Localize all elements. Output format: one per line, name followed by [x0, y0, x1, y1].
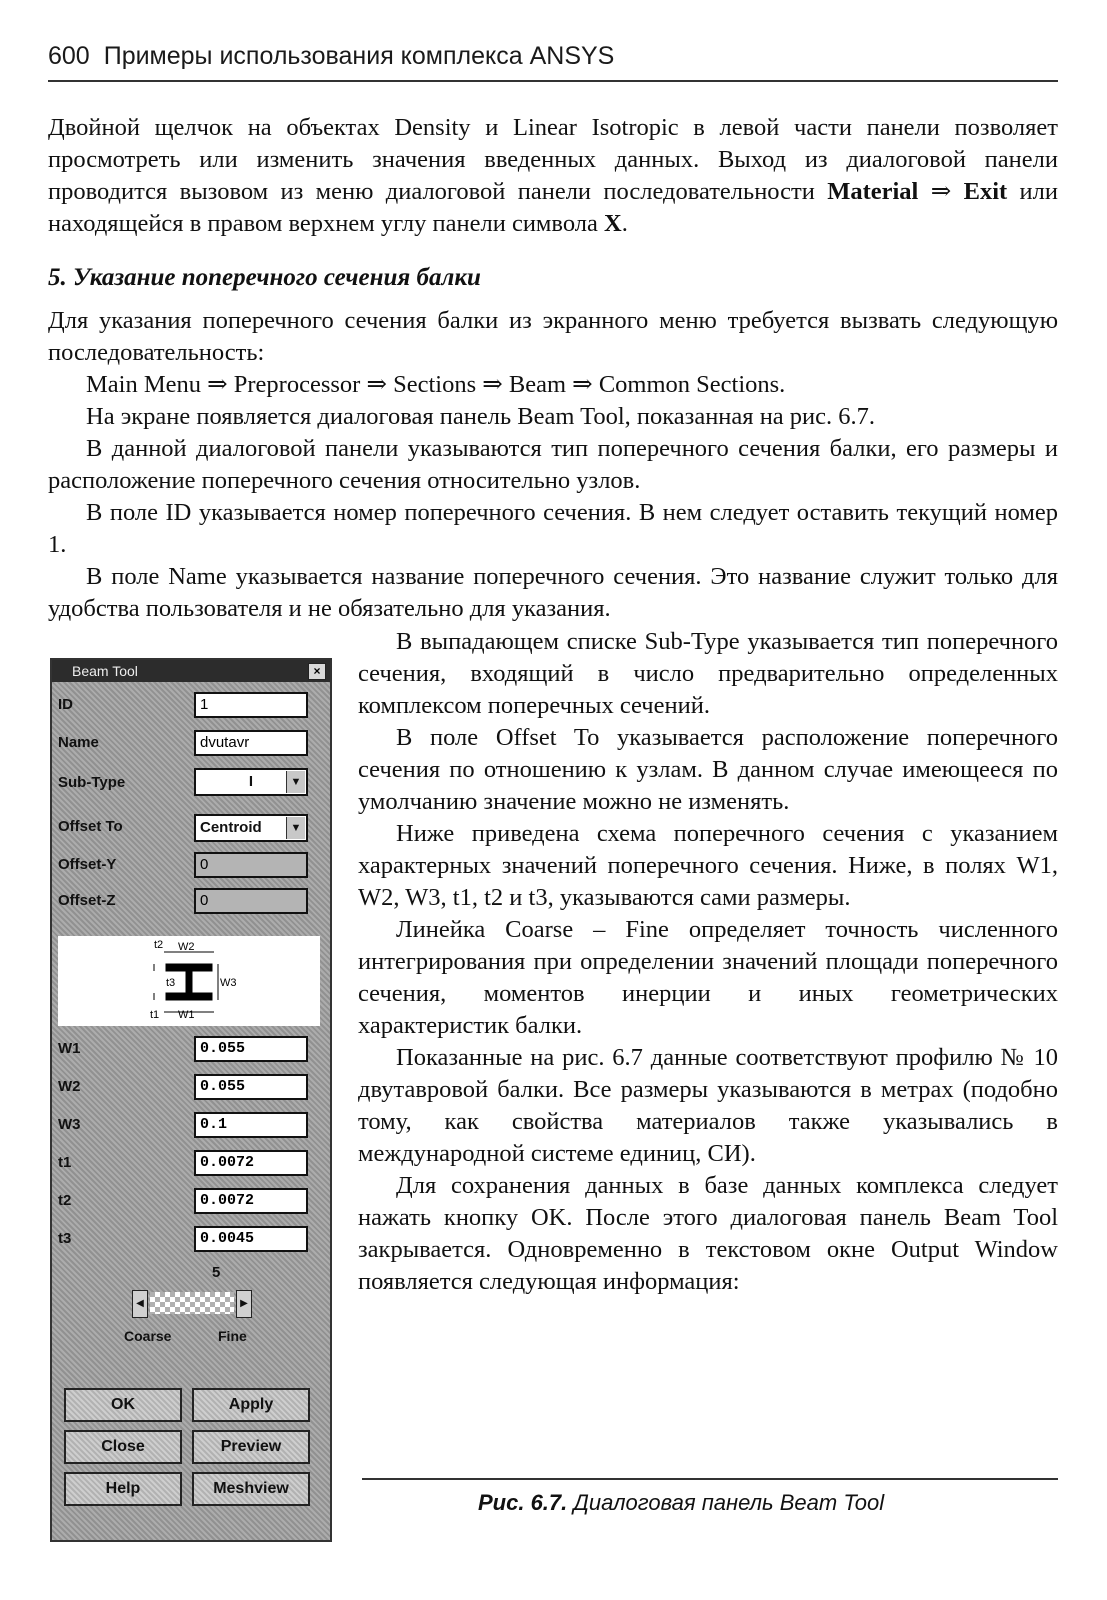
- offset-z-label: Offset-Z: [58, 892, 116, 909]
- section-title: 5. Указание поперечного сечения балки: [48, 264, 481, 291]
- offset-y-label: Offset-Y: [58, 856, 117, 873]
- subtype-dropdown[interactable]: [194, 768, 308, 796]
- slider-value: 5: [212, 1264, 221, 1281]
- intro-text-c: .: [621, 210, 628, 237]
- right-p3: Ниже приведена схема поперечного сечения с указанием характерных значений поперечного сечения. Ниже, в полях W1, W2, W3, t1, t2 и t3, указываются сами размеры.: [358, 820, 1058, 911]
- menu-path: Main Menu ⇒ Preprocessor ⇒ Sections ⇒ Beam ⇒ Common Sections.: [86, 371, 786, 398]
- w3-field[interactable]: 0.1: [194, 1112, 308, 1138]
- running-title: Примеры использования комплекса ANSYS: [103, 42, 615, 70]
- chevron-down-icon[interactable]: ▼: [286, 771, 305, 793]
- offset-y-field[interactable]: 0: [194, 852, 308, 878]
- close-icon[interactable]: ×: [308, 663, 326, 680]
- intro-paragraph: [48, 112, 1058, 240]
- close-button[interactable]: Close: [64, 1430, 182, 1464]
- w2-label: W2: [178, 941, 195, 953]
- t1-field[interactable]: 0.0072: [194, 1150, 308, 1176]
- t3-field-label: t3: [58, 1230, 72, 1247]
- right-p1: В выпадающем списке Sub-Type указывается тип поперечного сечения, входящий в число предварительно определенных комплексом поперечных сечений.: [358, 628, 1058, 719]
- w3-field-label: W3: [58, 1116, 81, 1133]
- t3-label: t3: [166, 977, 176, 989]
- help-button[interactable]: Help: [64, 1472, 182, 1506]
- intro-exit: Exit: [963, 178, 1008, 205]
- subtype-label: Sub-Type: [58, 774, 126, 791]
- w1-label: W1: [178, 1009, 195, 1021]
- right-column: [358, 626, 1058, 1298]
- intro-text-b: или находящейся в правом верхнем углу панели символа: [48, 178, 1058, 237]
- ok-button[interactable]: OK: [64, 1388, 182, 1422]
- t2-field[interactable]: 0.0072: [194, 1188, 308, 1214]
- slider-right-icon[interactable]: ▶: [236, 1290, 252, 1318]
- right-p2: В поле Offset To указывается расположение поперечного сечения по отношению к узлам. В данном случае имеющееся по умолчанию значение можно не изменять.: [358, 724, 1058, 815]
- name-label: Name: [58, 734, 99, 751]
- t2-label: t2: [154, 939, 164, 951]
- t1-label: t1: [150, 1009, 160, 1021]
- running-header: [48, 42, 1058, 71]
- w2-field-label: W2: [58, 1078, 81, 1095]
- chevron-down-icon[interactable]: ▼: [286, 817, 305, 839]
- section-p2: На экране появляется диалоговая панель Beam Tool, показанная на рис. 6.7.: [86, 403, 876, 430]
- intro-arrow: ⇒: [918, 178, 964, 205]
- dialog-title: Beam Tool: [72, 663, 138, 679]
- w2-field[interactable]: 0.055: [194, 1074, 308, 1100]
- right-p6: Для сохранения данных в базе данных комплекса следует нажать кнопку OK. После этого диалоговая панель Beam Tool закрывается. Одновременно в текстовом окне Output Window появляется следующая информация:: [358, 1172, 1058, 1295]
- section-p5: В поле Name указывается название поперечного сечения. Это название служит только для удобства пользователя и не обязательно для указания.: [48, 563, 1058, 622]
- section-schematic: [58, 936, 320, 1026]
- t3-field[interactable]: 0.0045: [194, 1226, 308, 1252]
- id-field[interactable]: 1: [194, 692, 308, 718]
- intro-x: X: [604, 210, 622, 237]
- slider-track[interactable]: [150, 1292, 234, 1314]
- header-rule: [48, 80, 1058, 82]
- subtype-value: I: [248, 773, 254, 790]
- intro-text-a: Двойной щелчок на объектах Density и Linear Isotropic в левой части панели позволяет просмотреть или изменить значения введенных данных. Выход из диалоговой панели проводится вызовом из меню диалоговой панели последовательности: [48, 114, 1058, 205]
- coarse-fine-slider[interactable]: [132, 1288, 252, 1318]
- offset-to-label: Offset To: [58, 818, 123, 835]
- caption-rule: [362, 1478, 1058, 1480]
- figure-caption: [478, 1490, 884, 1516]
- apply-button[interactable]: Apply: [192, 1388, 310, 1422]
- t1-field-label: t1: [58, 1154, 72, 1171]
- right-p5: Показанные на рис. 6.7 данные соответствуют профилю № 10 двутавровой балки. Все размеры указываются в метрах (подобно тому, как свойства материалов также указывались в международной системе единиц, СИ).: [358, 1044, 1058, 1167]
- meshview-button[interactable]: Meshview: [192, 1472, 310, 1506]
- name-field[interactable]: dvutavr: [194, 730, 308, 756]
- right-p4: Линейка Coarse – Fine определяет точность численного интегрирования при определении значений площади поперечного сечения, моментов инерции и иных геометрических характеристик балки.: [358, 916, 1058, 1039]
- w3-label: W3: [220, 977, 237, 989]
- section-p3: В данной диалоговой панели указываются тип поперечного сечения балки, его размеры и расположение поперечного сечения относительно узлов.: [48, 435, 1058, 494]
- fine-label: Fine: [218, 1328, 247, 1344]
- dialog-titlebar: [52, 660, 330, 682]
- id-label: ID: [58, 696, 73, 713]
- intro-material: Material: [827, 178, 919, 205]
- beam-tool-dialog: [50, 658, 332, 1542]
- offset-to-dropdown[interactable]: [194, 814, 308, 842]
- offset-to-value: Centroid: [200, 819, 262, 836]
- i-beam-diagram: [58, 936, 320, 1026]
- offset-z-field[interactable]: 0: [194, 888, 308, 914]
- page-number: 600: [48, 42, 90, 70]
- preview-button[interactable]: Preview: [192, 1430, 310, 1464]
- slider-left-icon[interactable]: ◀: [132, 1290, 148, 1318]
- coarse-label: Coarse: [124, 1328, 172, 1344]
- t2-field-label: t2: [58, 1192, 72, 1209]
- caption-text: Диалоговая панель Beam Tool: [567, 1490, 885, 1515]
- caption-prefix: Рис. 6.7.: [478, 1490, 568, 1515]
- section-p1: Для указания поперечного сечения балки из экранного меню требуется вызвать следующую последовательность:: [48, 307, 1058, 366]
- w1-field[interactable]: 0.055: [194, 1036, 308, 1062]
- section-p4: В поле ID указывается номер поперечного сечения. В нем следует оставить текущий номер 1.: [48, 499, 1058, 558]
- w1-field-label: W1: [58, 1040, 81, 1057]
- section-body: [48, 305, 1058, 625]
